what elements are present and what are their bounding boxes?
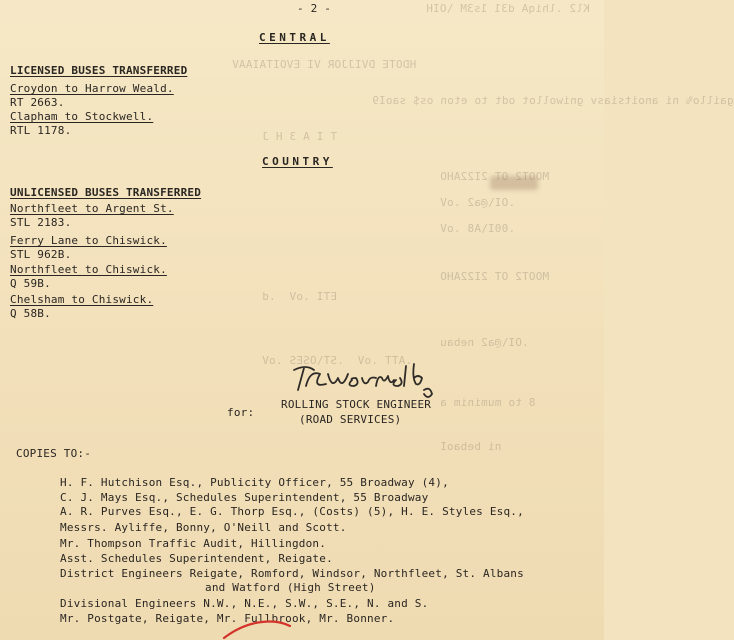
bleed-through-text: .00I\A8 .oV [440,222,516,235]
route-line: Ferry Lane to Chiswick. [10,234,167,247]
page-number: - 2 - [297,2,332,15]
licensed-heading: LICENSED BUSES TRANSFERRED [10,64,188,77]
copy-recipient: A. R. Purves Esq., E. G. Thorp Esq., (Costs) (5), H. E. Styles Esq., [60,505,524,518]
copy-recipient-continued: and Watford (High Street) [205,581,376,594]
signatory-department: (ROAD SERVICES) [299,413,402,426]
route-line: Northfleet to Argent St. [10,202,174,215]
route-line: Croydon to Harrow Weald. [10,82,174,95]
vehicle-number: Q 58B. [10,307,51,320]
bleed-through-text: ni bebaoI [440,440,502,453]
vehicle-number: Q 59B. [10,277,51,290]
copy-recipient: District Engineers Reigate, Romford, Windsor, Northfleet, St. Albans [60,567,524,580]
unlicensed-heading: UNLICENSED BUSES TRANSFERRED [10,186,202,199]
bleed-through-text: 8 to muminim a [440,396,536,409]
bleed-through-text: ETI .oV .d [262,290,338,303]
copy-recipient: H. F. Hutchison Esq., Publicity Officer, 55 Broadway (4), [60,476,449,489]
for-label: for: [227,406,255,419]
route-line: Chelsham to Chiswick. [10,293,154,306]
ink-blot [490,176,538,190]
bleed-through-text: MOOT2 OT 2I22AHO [440,170,550,183]
route-line: Northfleet to Chiswick. [10,263,167,276]
bleed-through-text: MOOT2 OT 2I22AHO [440,270,550,283]
bleed-through-text: .ATT .oV .ST\OSES .oV [262,354,413,367]
vehicle-number: STL 2183. [10,216,72,229]
bleed-through-text: HDOTE DVIJJOR VI EVOITAIAAV [232,58,417,71]
copy-recipient: Mr. Postgate, Reigate, Mr. Fullbrook, Mr. Bonner. [60,612,395,625]
vehicle-number: RT 2663. [10,96,65,109]
red-pen-mark [222,606,292,640]
copy-recipient: Asst. Schedules Superintendent, Reigate. [60,552,333,565]
vehicle-number: STL 962B. [10,248,72,261]
copies-heading: COPIES TO:- [16,447,92,460]
section-heading-central: CENTRAL [259,31,330,44]
bleed-through-text: gaillo% ni anoitsiasv gniwollot odt to eton os$ saoI9 [372,94,734,107]
signatory-title: ROLLING STOCK ENGINEER [281,398,432,411]
copy-recipient: Messrs. Ayliffe, Bonny, O'Neill and Scott. [60,521,347,534]
copy-recipient: Divisional Engineers N.W., N.E., S.W., S.E., N. and S. [60,597,429,610]
section-heading-country: COUNTRY [262,155,333,168]
vehicle-number: RTL 1178. [10,124,72,137]
copy-recipient: Mr. Thompson Traffic Audit, Hillingdon. [60,537,327,550]
bleed-through-text: .OI\@a2 .oV [440,196,516,209]
copy-recipient: C. J. Mays Esq., Schedules Superintendent, 55 Broadway [60,491,429,504]
bleed-through-text: T I A 3 H J [262,130,338,143]
bleed-through-text: .OI\@a2 nebau [440,336,529,349]
bleed-through-text: Kl2 .lhiqA d31 1s3M \OIH [426,2,590,15]
route-line: Clapham to Stockwell. [10,110,154,123]
